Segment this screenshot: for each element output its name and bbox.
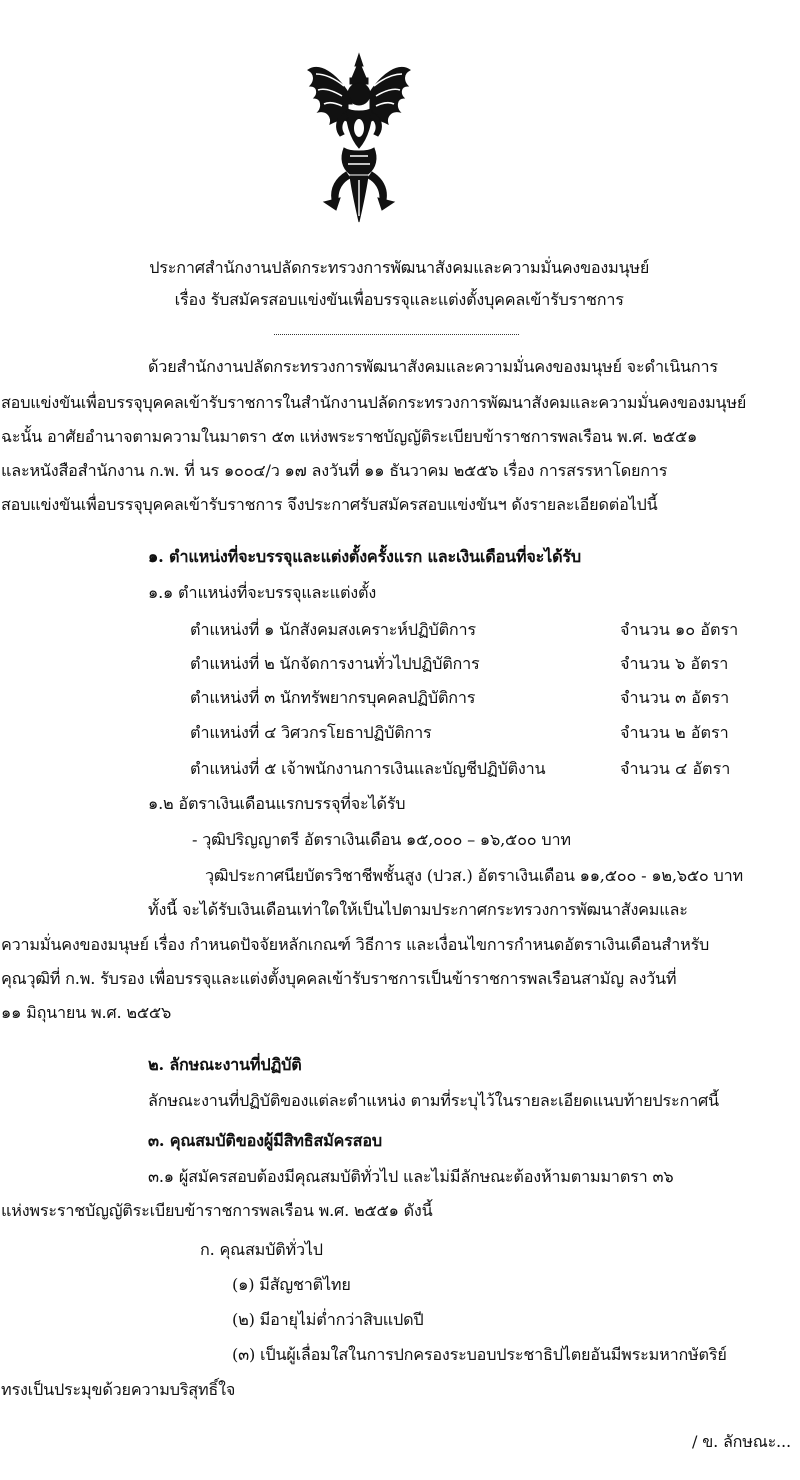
qualification-item-3: (๓) เป็นผู้เลื่อมใสในการปกครองระบอบประชาธิปไตยอันมีพระมหากษัตริย์ (232, 1345, 727, 1364)
position-5-name: ตำแหน่งที่ ๕ เจ้าพนักงานการเงินและบัญชีปฏิบัติงาน (190, 759, 546, 778)
position-4-count: จำนวน ๒ อัตรา (620, 723, 729, 742)
salary-note-line-1: ทั้งนี้ จะได้รับเงินเดือนเท่าใดให้เป็นไปตามประกาศกระทรวงการพัฒนาสังคมและ (148, 900, 688, 919)
section-1-1-heading: ๑.๑ ตำแหน่งที่จะบรรจุและแต่งตั้ง (148, 583, 377, 602)
section-2-body: ลักษณะงานที่ปฏิบัติของแต่ละตำแหน่ง ตามที่ระบุไว้ในรายละเอียดแนบท้ายประกาศนี้ (148, 1091, 719, 1110)
document-subject: เรื่อง รับสมัครสอบแข่งขันเพื่อบรรจุและแต่งตั้งบุคคลเข้ารับราชการ (174, 290, 624, 309)
salary-note-line-4: ๑๑ มิถุนายน พ.ศ. ๒๕๕๖ (1, 1003, 172, 1022)
section-2-heading: ๒. ลักษณะงานที่ปฏิบัติ (148, 1055, 302, 1074)
intro-line-4: และหนังสือสำนักงาน ก.พ. ที่ นร ๑๐๐๔/ว ๑๗ ลงวันที่ ๑๑ ธันวาคม ๒๕๕๖ เรื่อง การสรรหาโดยการ (1, 461, 668, 480)
qualification-item-1: (๑) มีสัญชาติไทย (232, 1275, 351, 1294)
intro-line-1: ด้วยสำนักงานปลัดกระทรวงการพัฒนาสังคมและความมั่นคงของมนุษย์ จะดำเนินการ (148, 357, 718, 376)
salary-bachelor: - วุฒิปริญญาตรี อัตราเงินเดือน ๑๕,๐๐๐ – ๑๖,๕๐๐ บาท (192, 830, 571, 849)
continued-marker: / ข. ลักษณะ... (692, 1432, 791, 1451)
intro-line-3: ฉะนั้น อาศัยอำนาจตามความในมาตรา ๕๓ แห่งพระราชบัญญัติระเบียบข้าราชการพลเรือน พ.ศ. ๒๕๕๑ (1, 427, 698, 446)
position-2-count: จำนวน ๖ อัตรา (620, 654, 729, 673)
section-3-heading: ๓. คุณสมบัติของผู้มีสิทธิสมัครสอบ (148, 1131, 382, 1150)
position-4-name: ตำแหน่งที่ ๔ วิศวกรโยธาปฏิบัติการ (190, 723, 432, 742)
position-3-name: ตำแหน่งที่ ๓ นักทรัพยากรบุคคลปฏิบัติการ (190, 688, 476, 707)
intro-line-5: สอบแข่งขันเพื่อบรรจุบุคคลเข้ารับราชการ จึงประกาศรับสมัครสอบแข่งขันฯ ดังรายละเอียดต่อไปนี้ (1, 495, 658, 514)
position-2-name: ตำแหน่งที่ ๒ นักจัดการงานทั่วไปปฏิบัติการ (190, 654, 480, 673)
position-1-count: จำนวน ๑๐ อัตรา (620, 620, 739, 639)
section-3-1-line-2: แห่งพระราชบัญญัติระเบียบข้าราชการพลเรือน พ.ศ. ๒๕๕๑ ดังนี้ (1, 1201, 433, 1220)
document-title: ประกาศสำนักงานปลัดกระทรวงการพัฒนาสังคมและความมั่นคงของมนุษย์ (149, 258, 650, 277)
intro-line-2: สอบแข่งขันเพื่อบรรจุบุคคลเข้ารับราชการในสำนักงานปลัดกระทรวงการพัฒนาสังคมและความมั่นคงของมนุษย์ (1, 393, 747, 412)
salary-note-line-2: ความมั่นคงของมนุษย์ เรื่อง กำหนดปัจจัยหลักเกณฑ์ วิธีการ และเงื่อนไขการกำหนดอัตราเงินเดือนสำหรับ (1, 935, 710, 954)
salary-note-line-3: คุณวุฒิที่ ก.พ. รับรอง เพื่อบรรจุและแต่งตั้งบุคคลเข้ารับราชการเป็นข้าราชการพลเรือนสามัญ ลงวันที่ (1, 969, 677, 988)
qualification-item-2: (๒) มีอายุไม่ต่ำกว่าสิบแปดปี (232, 1310, 424, 1329)
section-3-1-line-1: ๓.๑ ผู้สมัครสอบต้องมีคุณสมบัติทั่วไป และไม่มีลักษณะต้องห้ามตามมาตรา ๓๖ (148, 1167, 674, 1186)
position-1-name: ตำแหน่งที่ ๑ นักสังคมสงเคราะห์ปฏิบัติการ (190, 620, 476, 639)
garuda-emblem-icon (306, 52, 412, 224)
position-3-count: จำนวน ๓ อัตรา (620, 688, 730, 707)
title-divider (274, 334, 519, 335)
section-1-heading: ๑. ตำแหน่งที่จะบรรจุและแต่งตั้งครั้งแรก และเงินเดือนที่จะได้รับ (148, 547, 581, 566)
salary-diploma: วุฒิประกาศนียบัตรวิชาชีพชั้นสูง (ปวส.) อัตราเงินเดือน ๑๑,๕๐๐ - ๑๒,๖๕๐ บาท (205, 866, 743, 885)
general-qualifications-heading: ก. คุณสมบัติทั่วไป (200, 1240, 323, 1259)
qualification-item-3-cont: ทรงเป็นประมุขด้วยความบริสุทธิ์ใจ (1, 1380, 236, 1399)
position-5-count: จำนวน ๔ อัตรา (620, 759, 731, 778)
section-1-2-heading: ๑.๒ อัตราเงินเดือนแรกบรรจุที่จะได้รับ (148, 794, 406, 813)
